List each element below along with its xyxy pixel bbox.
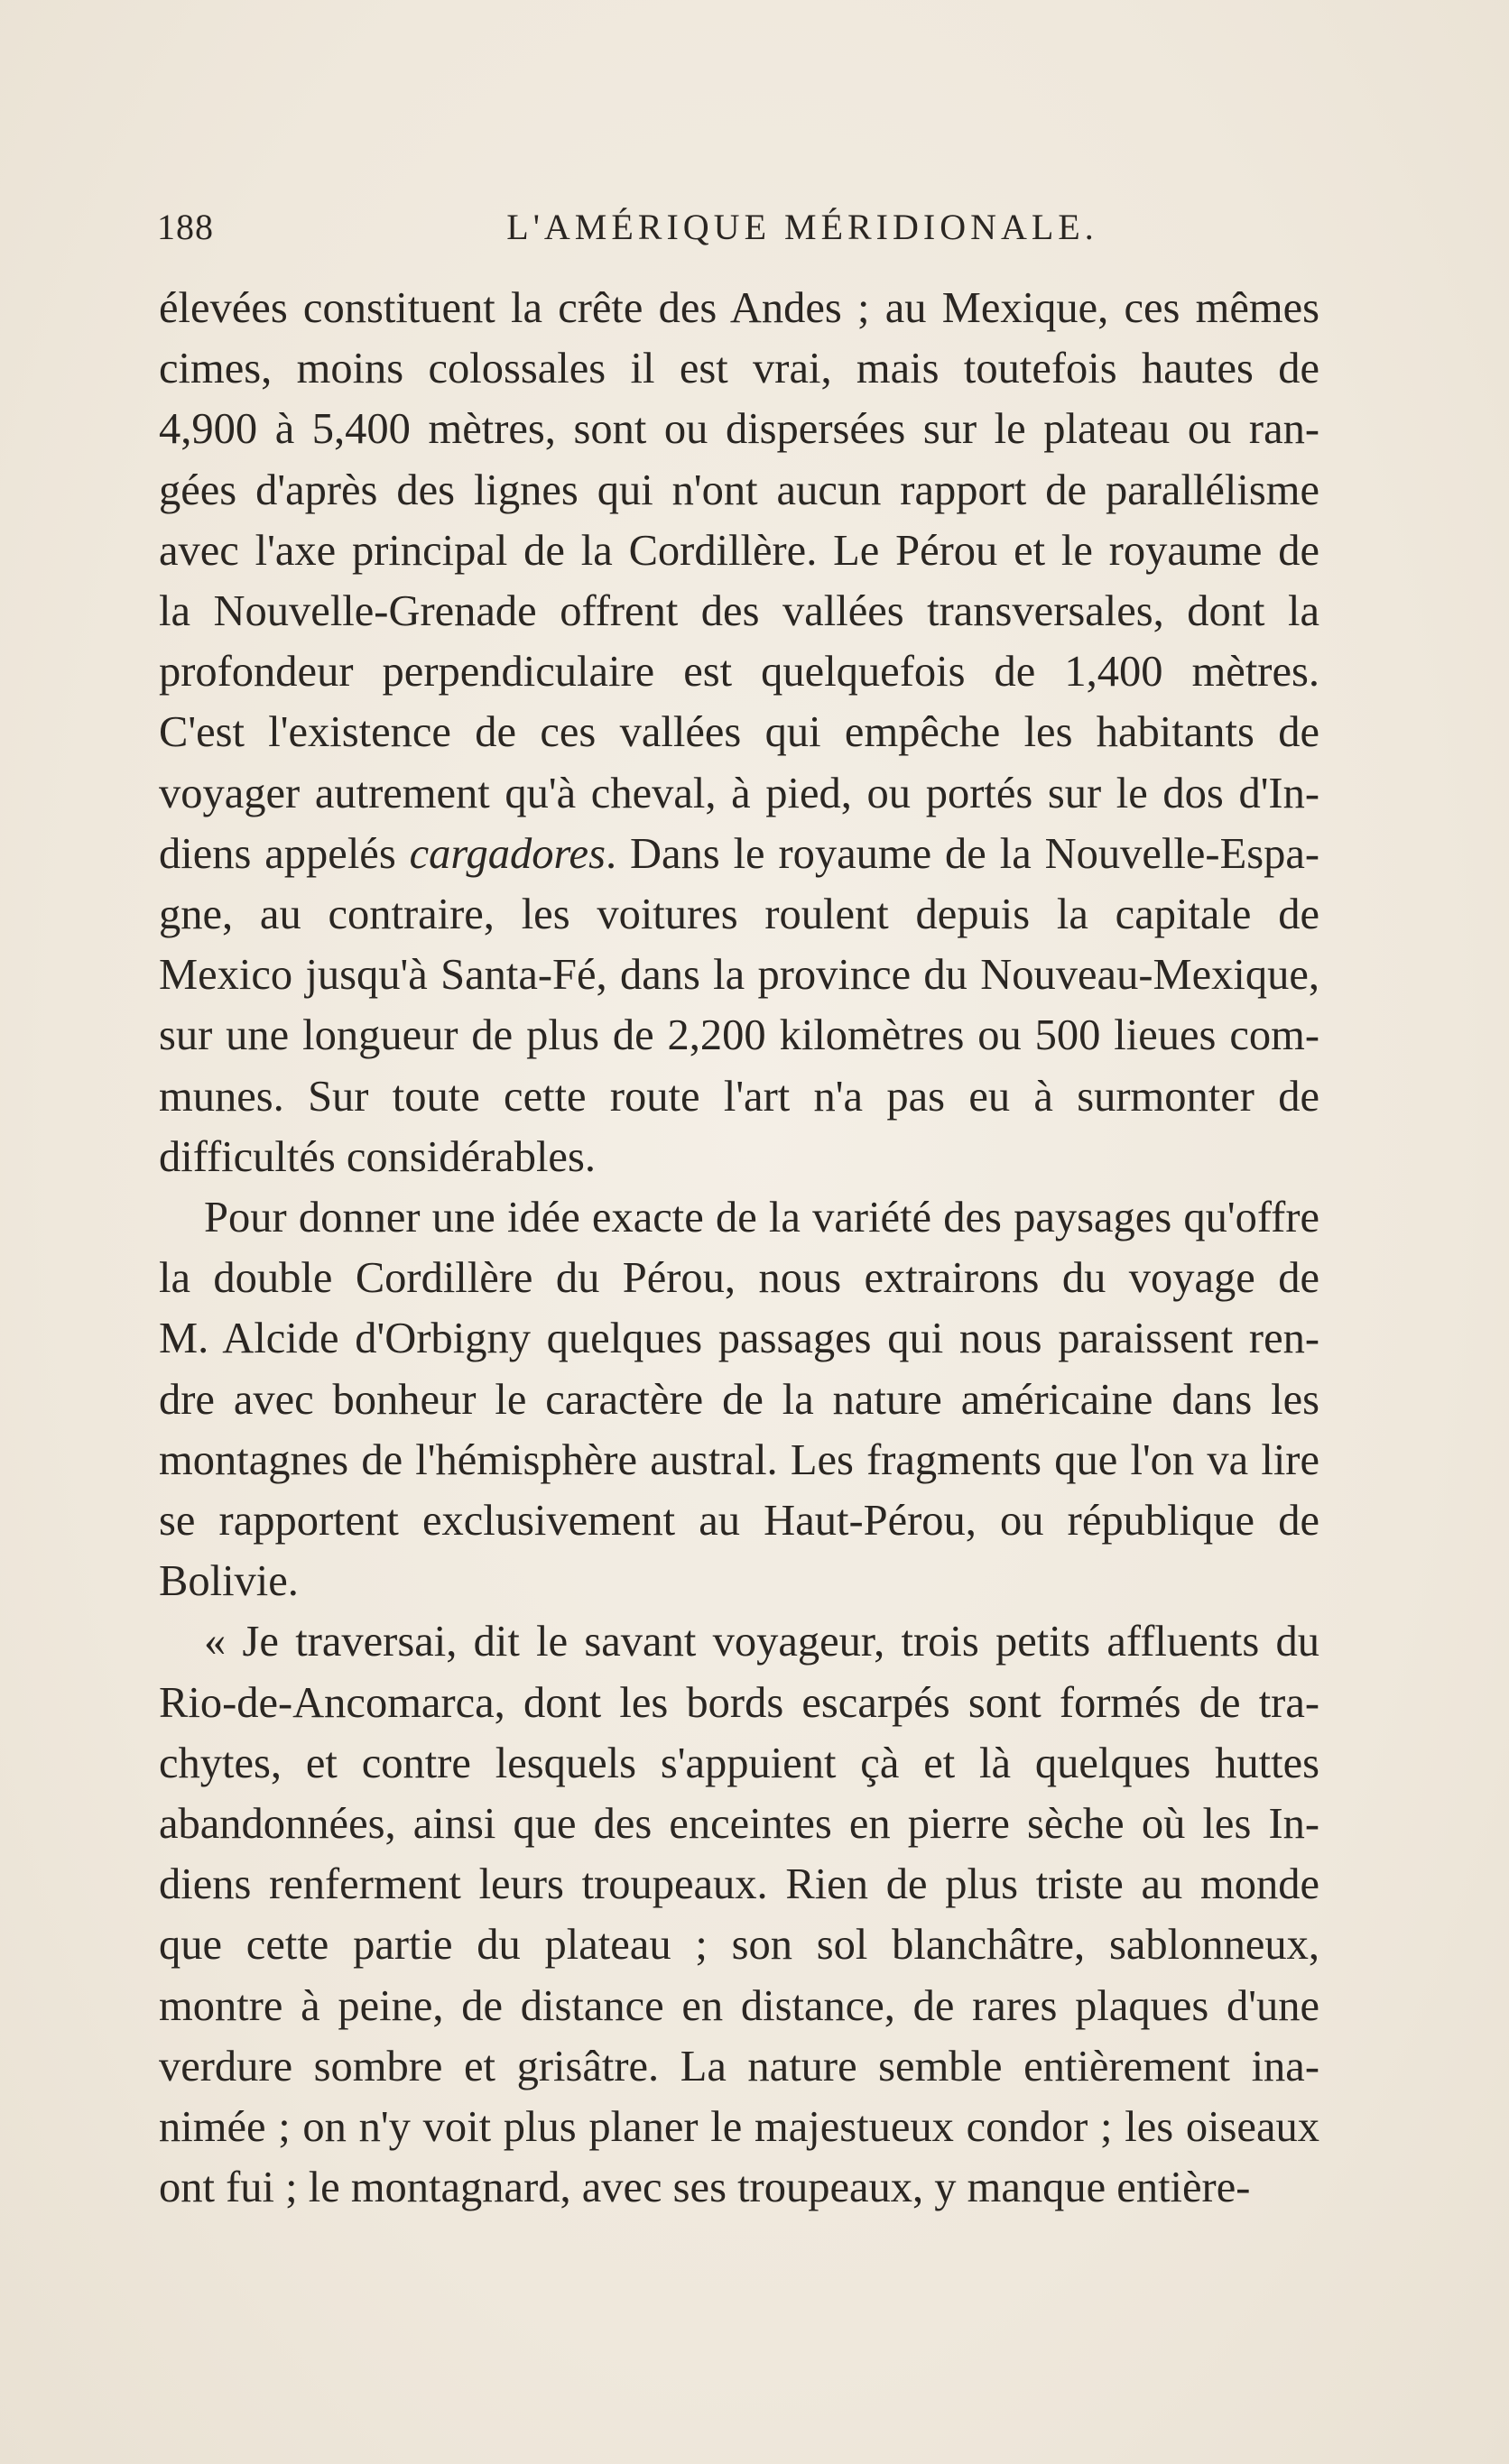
text-line: Mexico jusqu'à Santa-Fé, dans la province du Nouveau-Mexique, (159, 951, 1319, 1000)
text-line: la Nouvelle-Grenade offrent des vallées transversales, dont la (159, 587, 1319, 636)
text-line: verdure sombre et grisâtre. La nature semble entièrement ina- (159, 2042, 1319, 2090)
text-line: munes. Sur toute cette route l'art n'a pas eu à surmonter de (159, 1072, 1319, 1121)
text-line: profondeur perpendiculaire est quelquefois de 1,400 mètres. (159, 648, 1319, 697)
text-line: Bolivie. (159, 1557, 299, 1606)
text-line: chytes, et contre lesquels s'appuient çà et là quelques huttes (159, 1739, 1319, 1787)
text-line: montagnes de l'hémisphère austral. Les fragments que l'on va lire (159, 1435, 1319, 1484)
text-line: nimée ; on n'y voit plus planer le majestueux condor ; les oiseaux (159, 2103, 1319, 2152)
text-line: C'est l'existence de ces vallées qui empêche les habitants de (159, 708, 1319, 757)
text-line: « Je traversai, dit le savant voyageur, trois petits affluents du (204, 1618, 1319, 1666)
page-number: 188 (157, 207, 214, 247)
text-line: dre avec bonheur le caractère de la nature américaine dans les (159, 1375, 1319, 1424)
text-line: la double Cordillère du Pérou, nous extrairons du voyage de (159, 1254, 1319, 1303)
text-line: Pour donner une idée exacte de la variété des paysages qu'offre (204, 1194, 1319, 1242)
text-line: diens appelés cargadores. Dans le royaume de la Nouvelle-Espa- (159, 829, 1319, 878)
text-line: se rapportent exclusivement au Haut-Pérou, ou république de (159, 1497, 1319, 1546)
text-line: gées d'après des lignes qui n'ont aucun rapport de parallélisme (159, 466, 1319, 514)
text-line: cimes, moins colossales il est vrai, mais toutefois hautes de (159, 345, 1319, 393)
text-line: sur une longueur de plus de 2,200 kilomètres ou 500 lieues com- (159, 1011, 1319, 1060)
text-line: 4,900 à 5,400 mètres, sont ou dispersées sur le plateau ou ran- (159, 405, 1319, 454)
running-title: L'AMÉRIQUE MÉRIDIONALE. (506, 207, 1098, 247)
text-line: voyager autrement qu'à cheval, à pied, ou portés sur le dos d'In- (159, 769, 1319, 817)
italic-term: cargadores (409, 829, 606, 878)
text-line: difficultés considérables. (159, 1132, 596, 1181)
paragraph (159, 1611, 1319, 2218)
paragraph (159, 278, 1319, 1187)
text-line: M. Alcide d'Orbigny quelques passages qui nous paraissent ren- (159, 1315, 1319, 1363)
text-line: élevées constituent la crête des Andes ; au Mexique, ces mêmes (159, 284, 1319, 332)
text-line: ont fui ; le montagnard, avec ses troupeaux, y manque entière- (159, 2164, 1251, 2212)
text-line: gne, au contraire, les voitures roulent depuis la capitale de (159, 891, 1319, 939)
text-line: Rio-de-Ancomarca, dont les bords escarpés sont formés de tra- (159, 1678, 1319, 1727)
paragraph (159, 1187, 1319, 1611)
text-line: abandonnées, ainsi que des enceintes en pierre sèche où les In- (159, 1800, 1319, 1849)
body-text (159, 278, 1319, 2219)
text-line: avec l'axe principal de la Cordillère. Le Pérou et le royaume de (159, 526, 1319, 575)
text-line: que cette partie du plateau ; son sol blanchâtre, sablonneux, (159, 1921, 1319, 1970)
page-header (157, 206, 1321, 260)
text-line: diens renferment leurs troupeaux. Rien de plus triste au monde (159, 1860, 1319, 1909)
text-line: montre à peine, de distance en distance, de rares plaques d'une (159, 1981, 1319, 2030)
